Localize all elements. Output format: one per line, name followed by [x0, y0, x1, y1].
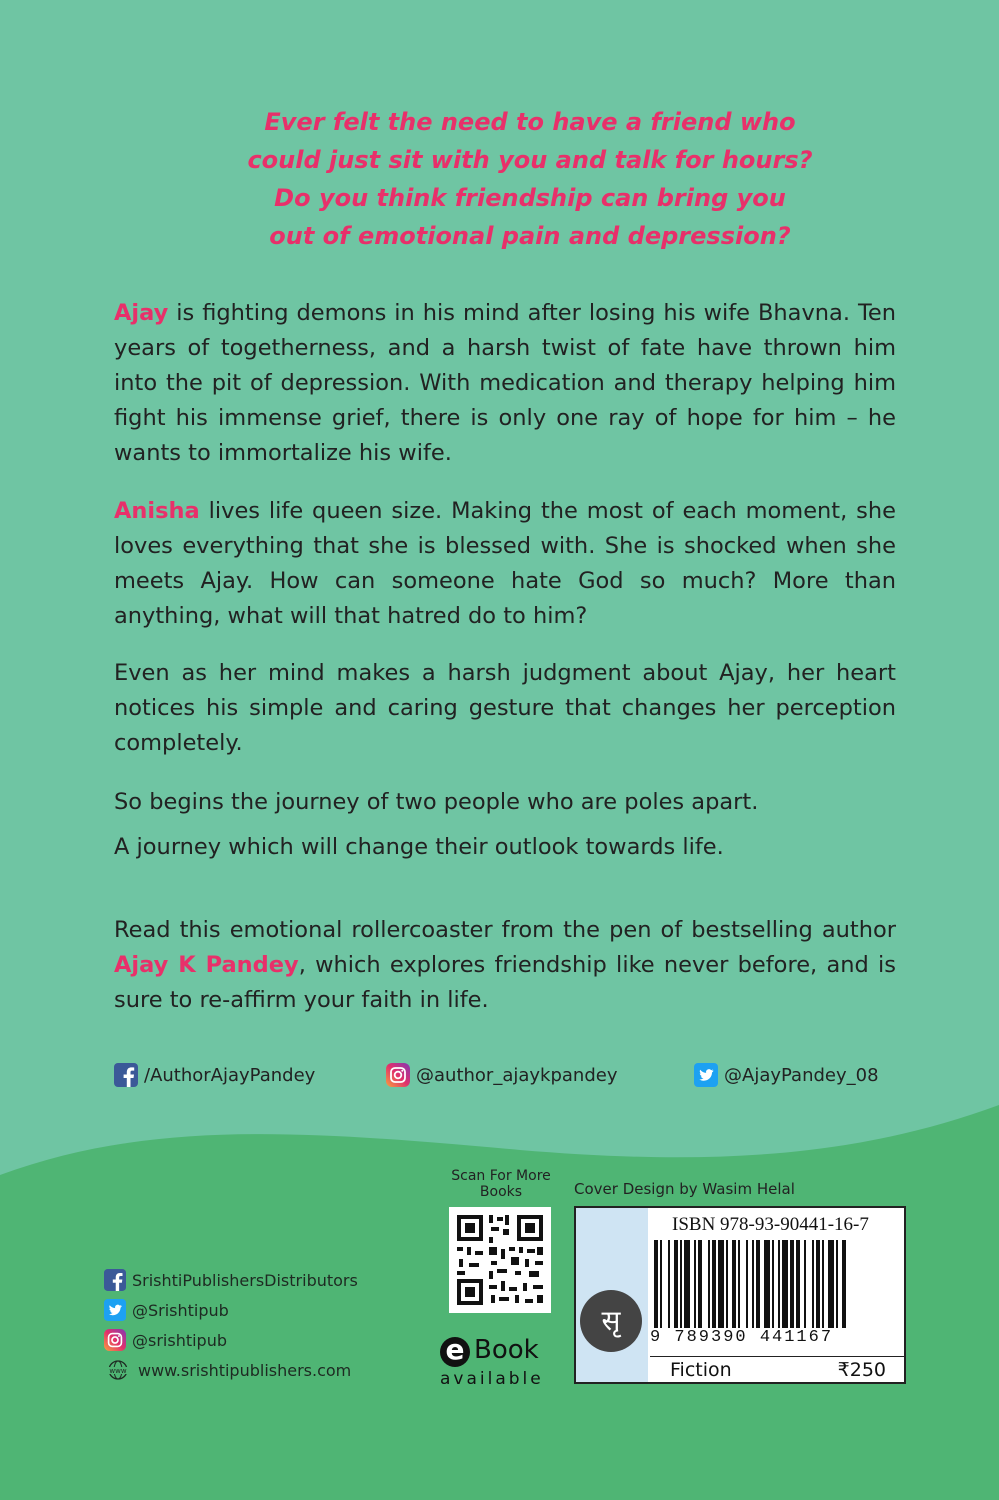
- price-label: ₹250: [837, 1359, 886, 1381]
- qr-caption: Scan For More Books: [451, 1168, 551, 1200]
- twitter-icon: [694, 1063, 718, 1087]
- barcode-bar: [738, 1240, 740, 1328]
- character-name-ajay: Ajay: [114, 300, 169, 326]
- barcode-bar: [778, 1240, 780, 1328]
- barcode-digits: 9 789390 441167: [650, 1328, 834, 1347]
- ebook-available-text: available: [440, 1369, 544, 1389]
- author-name: Ajay K Pandey: [114, 952, 299, 978]
- character-name-anisha: Anisha: [114, 498, 200, 524]
- instagram-icon: [386, 1063, 410, 1087]
- barcode-bar: [836, 1240, 838, 1328]
- barcode-bar: [816, 1240, 820, 1328]
- author-instagram-link[interactable]: [386, 1063, 617, 1087]
- publisher-logo: सृ: [580, 1290, 642, 1352]
- ebook-word: Book: [474, 1335, 539, 1365]
- cover-design-credit: Cover Design by Wasim Helal: [574, 1180, 795, 1198]
- instagram-icon: [104, 1329, 126, 1351]
- barcode-bar: [842, 1240, 846, 1328]
- svg-text:www: www: [109, 1367, 127, 1375]
- isbn-text: ISBN 978-93-90441-16-7: [672, 1214, 869, 1235]
- ebook-letter: e: [445, 1333, 465, 1366]
- tagline-line: could just sit with you and talk for hours?: [247, 146, 813, 174]
- barcode-bar: [674, 1240, 678, 1328]
- barcode-bar: [732, 1240, 736, 1328]
- genre-label: Fiction: [670, 1359, 732, 1381]
- barcode-bar: [822, 1240, 824, 1328]
- barcode-bar: [782, 1240, 788, 1328]
- ebook-available-badge: [438, 1333, 562, 1393]
- author-instagram-handle: @author_ajaykpandey: [416, 1064, 618, 1086]
- publisher-facebook-handle: SrishtiPublishersDistributors: [132, 1270, 358, 1290]
- blurb-paragraph-ajay: [114, 296, 896, 471]
- qr-code[interactable]: [449, 1207, 551, 1313]
- tagline-line: out of emotional pain and depression?: [269, 222, 791, 250]
- author-twitter-handle: @AjayPandey_08: [724, 1064, 879, 1086]
- paragraph-text: is fighting demons in his mind after losing his wife Bhavna. Ten years of togetherness, and a harsh twist of fate have thrown him into the pit of depression. With medication and therapy helping him fight his immense grief, there is only one ray of hope for him – he wants to immortalize his wife.: [114, 300, 896, 466]
- barcode-bar: [698, 1240, 702, 1328]
- facebook-icon: [114, 1063, 138, 1087]
- author-social-links: [114, 1063, 897, 1093]
- isbn-barcode-block: [574, 1206, 906, 1384]
- barcode-bar: [718, 1240, 724, 1328]
- publisher-instagram-link[interactable]: [104, 1325, 358, 1355]
- blurb-paragraph-outlook: A journey which will change their outlook towards life.: [114, 834, 724, 860]
- globe-icon: [104, 1359, 132, 1381]
- genre-price-row: [650, 1356, 906, 1383]
- publisher-facebook-link[interactable]: [104, 1265, 358, 1295]
- barcode-bar: [796, 1240, 800, 1328]
- publisher-twitter-handle: @Srishtipub: [132, 1300, 229, 1320]
- publisher-logo-strip: [576, 1208, 648, 1382]
- twitter-icon: [104, 1299, 126, 1321]
- barcode-bar: [790, 1240, 794, 1328]
- barcode-bar: [812, 1240, 814, 1328]
- author-facebook-handle: /AuthorAjayPandey: [144, 1064, 316, 1086]
- barcode-bar: [654, 1240, 658, 1328]
- publisher-social-links: [104, 1265, 358, 1385]
- barcode-bar: [660, 1240, 662, 1328]
- tagline-line: Do you think friendship can bring you: [274, 184, 786, 212]
- barcode-bar: [680, 1240, 682, 1328]
- paragraph-text: , which explores friendship like never before, and is sure to re-affirm your faith in life.: [114, 952, 896, 1013]
- barcode-bar: [708, 1240, 710, 1328]
- tagline-line: Ever felt the need to have a friend who: [264, 108, 796, 136]
- barcode-bar: [828, 1240, 834, 1328]
- blurb-paragraph-judgment: Even as her mind makes a harsh judgment about Ajay, her heart notices his simple and caring gesture that changes her perception completely.: [114, 660, 896, 756]
- barcode-bar: [684, 1240, 690, 1328]
- barcode-bar: [694, 1240, 696, 1328]
- barcode-bar: [712, 1240, 716, 1328]
- publisher-twitter-link[interactable]: [104, 1295, 358, 1325]
- tagline-quote: [0, 103, 999, 255]
- author-twitter-link[interactable]: [694, 1063, 879, 1087]
- barcode-bar: [772, 1240, 774, 1328]
- publisher-instagram-handle: @srishtipub: [132, 1330, 228, 1350]
- paragraph-text: Read this emotional rollercoaster from the pen of bestselling author: [114, 917, 896, 943]
- blurb-paragraph-author: [114, 913, 896, 1018]
- blurb-paragraph-anisha: [114, 494, 896, 634]
- author-facebook-link[interactable]: [114, 1063, 315, 1087]
- publisher-website-url: www.srishtipublishers.com: [138, 1360, 352, 1380]
- barcode-bar: [746, 1240, 748, 1328]
- barcode-bar: [726, 1240, 728, 1328]
- barcode-bar: [764, 1240, 770, 1328]
- paragraph-text: lives life queen size. Making the most of each moment, she loves everything that she is blessed with. She is shocked when she meets Ajay. How can someone hate God so much? More than anything, what will that hatred do to him?: [114, 498, 896, 629]
- publisher-website-link[interactable]: [104, 1355, 358, 1385]
- barcode-bar: [756, 1240, 760, 1328]
- barcode-bar: [804, 1240, 806, 1328]
- barcode-bars: [654, 1240, 904, 1330]
- barcode-bar: [668, 1240, 670, 1328]
- blurb-paragraph-journey: So begins the journey of two people who are poles apart.: [114, 789, 759, 815]
- barcode-bar: [752, 1240, 754, 1328]
- facebook-icon: [104, 1269, 126, 1291]
